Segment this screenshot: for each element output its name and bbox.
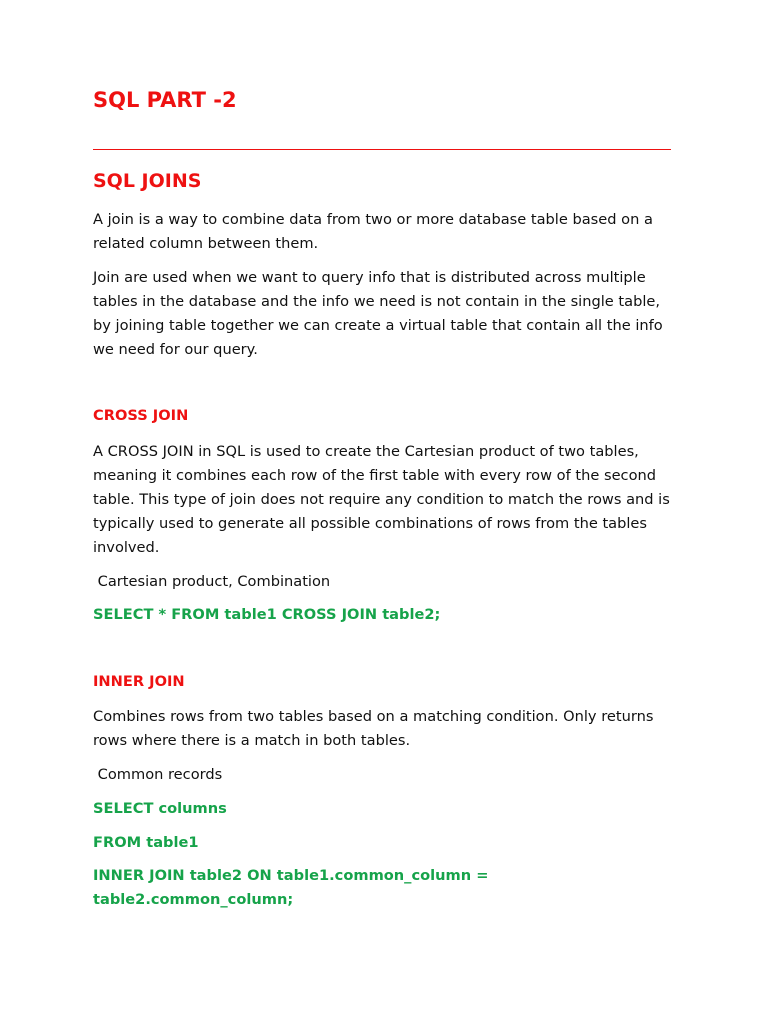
cross-join-note: Cartesian product, Combination: [93, 573, 331, 590]
cross-join-description: A CROSS JOIN in SQL is used to create the Cartesian product of two tables, meaning it combines each row of the first table with every row of the second table. This type of join does not require any condition to match the rows and is typically used to generate all possible combinations of rows from the tables involved.: [93, 443, 670, 556]
inner-join-code-line-3: INNER JOIN table2 ON table1.common_column = table2.common_column;: [93, 867, 489, 908]
inner-join-note: Common records: [93, 766, 223, 783]
inner-join-code-line-1: SELECT columns: [93, 800, 227, 817]
inner-join-description: Combines rows from two tables based on a matching condition. Only returns rows where there is a match in both tables.: [93, 708, 654, 749]
inner-join-heading: INNER JOIN: [93, 673, 185, 690]
intro-paragraph-2: Join are used when we want to query info that is distributed across multiple tables in the database and the info we need is not contain in the single table, by joining table together we can create a virtual table that contain all the info we need for our query.: [93, 269, 663, 358]
inner-join-code-line-2: FROM table1: [93, 834, 199, 851]
title-divider: [93, 149, 671, 150]
section-heading-sql-joins: SQL JOINS: [93, 170, 202, 192]
page-title: SQL PART -2: [93, 88, 237, 112]
cross-join-code-line: SELECT * FROM table1 CROSS JOIN table2;: [93, 606, 441, 623]
cross-join-heading: CROSS JOIN: [93, 407, 189, 424]
intro-paragraph-1: A join is a way to combine data from two or more database table based on a related column between them.: [93, 211, 653, 252]
